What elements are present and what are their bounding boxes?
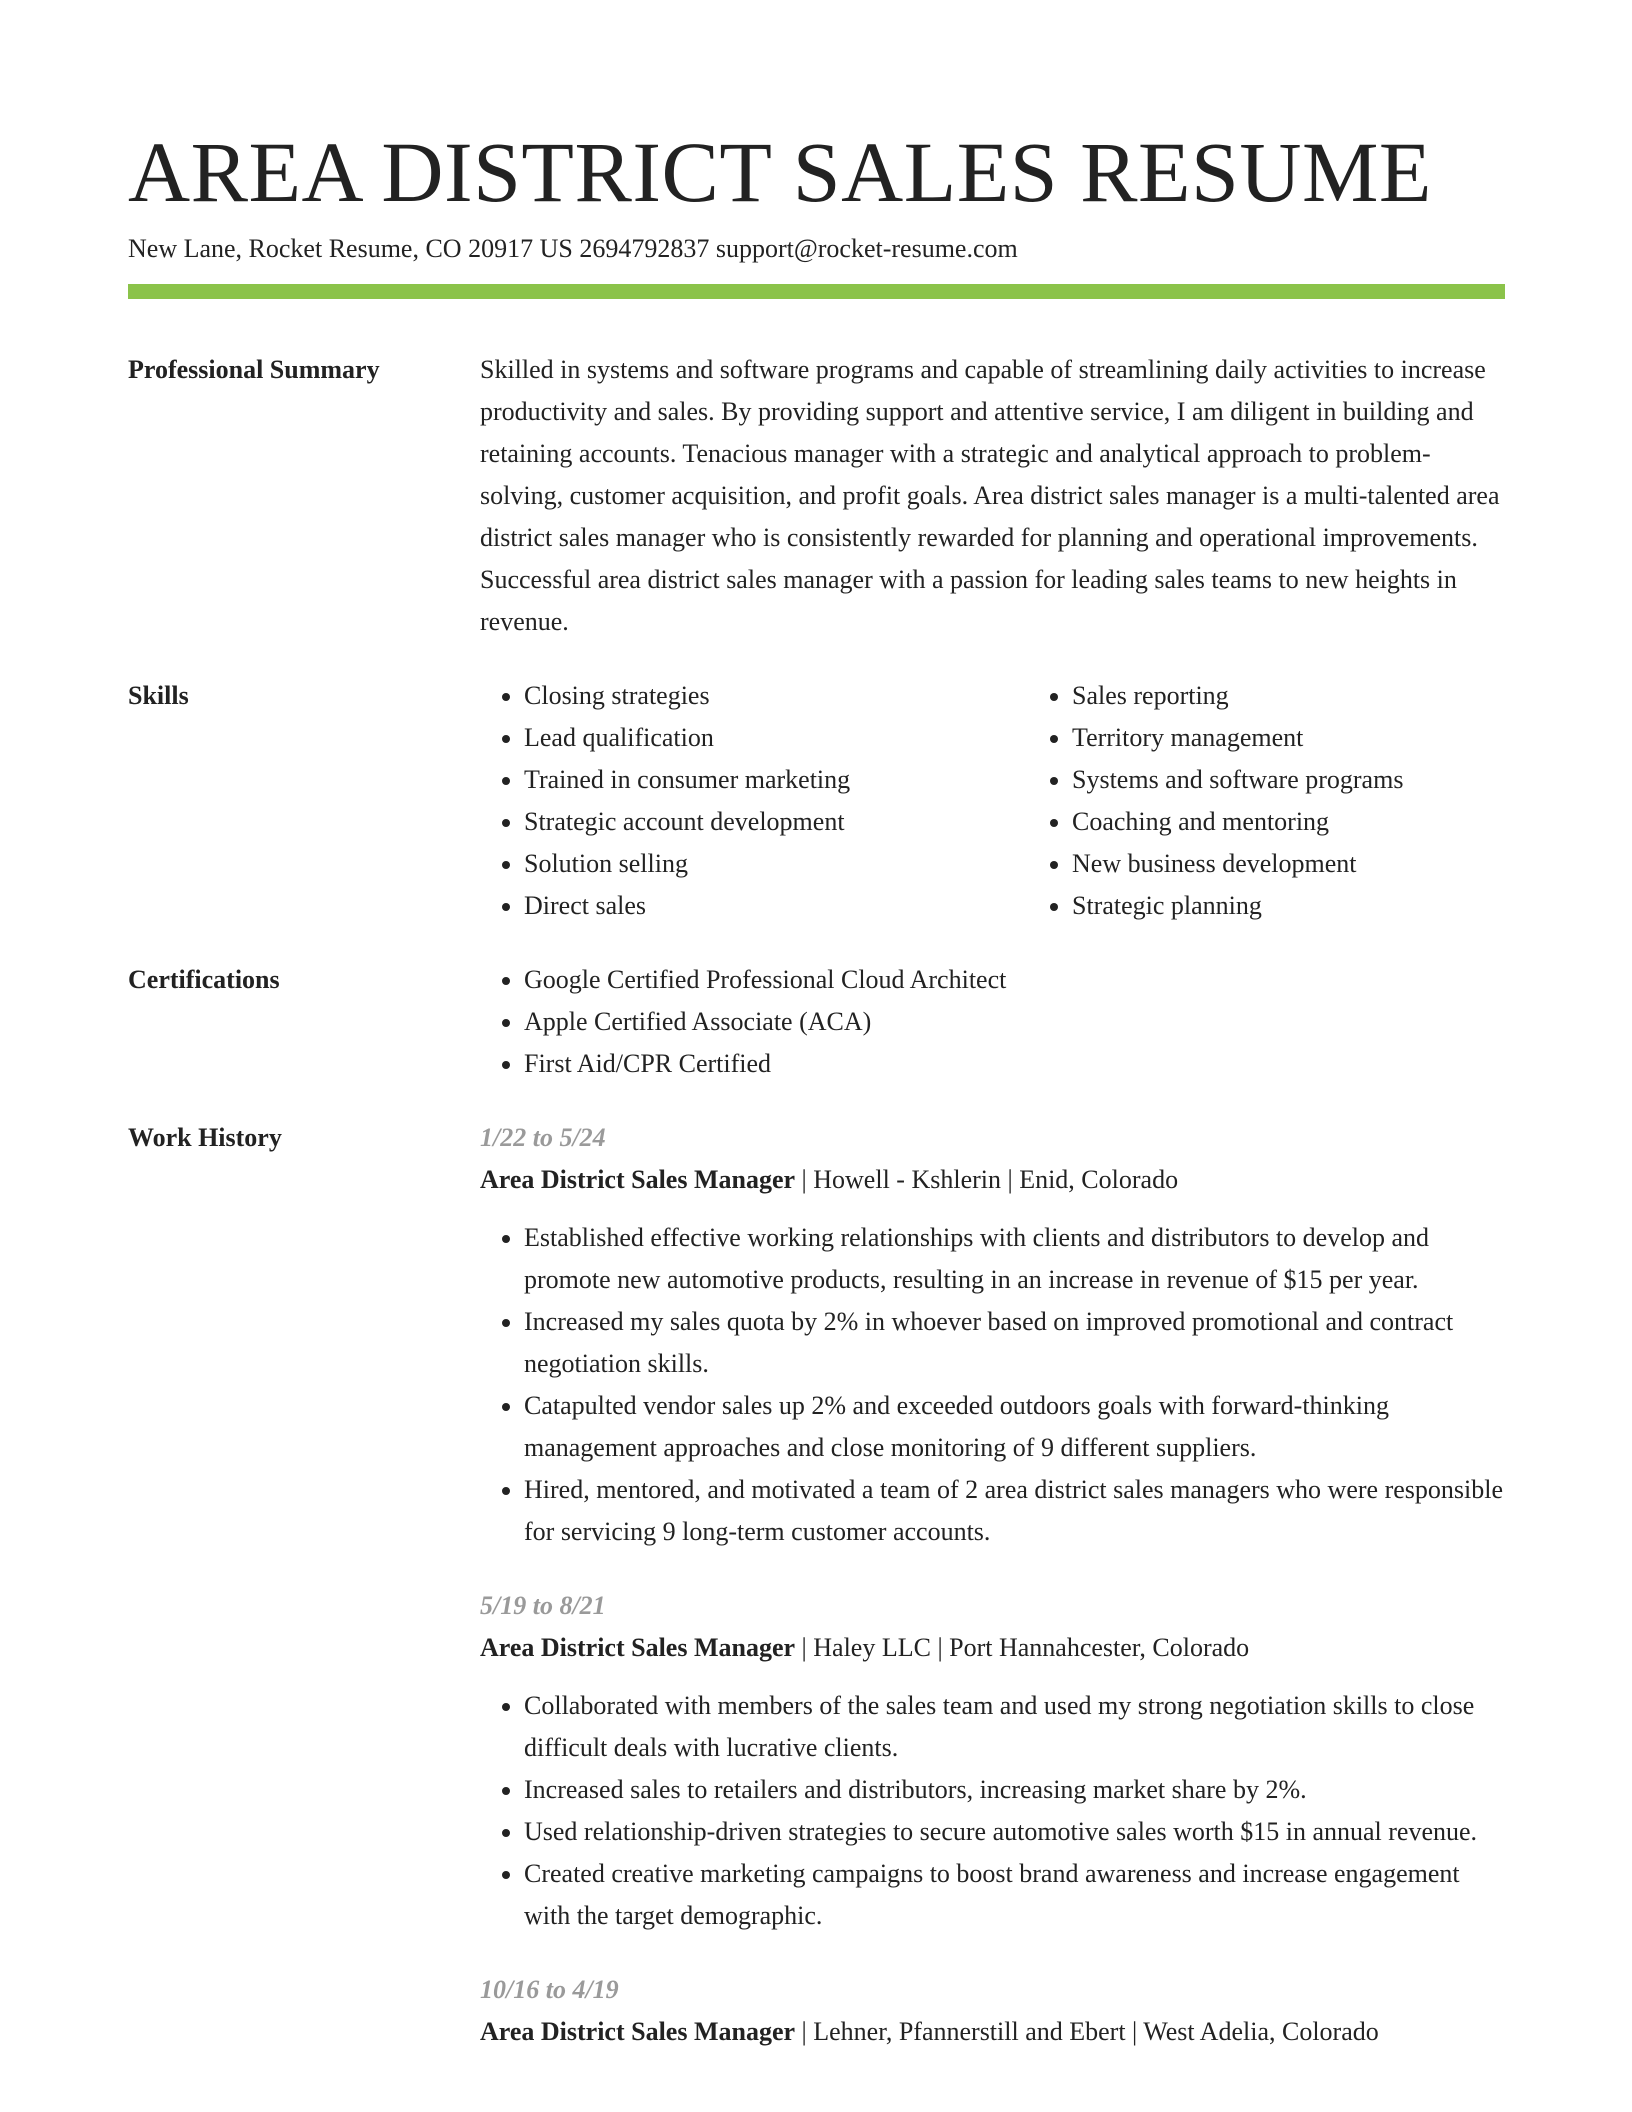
job-title: Area District Sales Manager [480,1633,796,1662]
resume-page [128,122,1505,2053]
skill-item: • Direct sales [524,885,1028,927]
skill-item: • Systems and software programs [1072,759,1576,801]
skills-grid [480,675,1576,927]
resume-title: AREA DISTRICT SALES RESUME [128,124,1432,220]
job-bullet: • Used relationship-driven strategies to secure automotive sales worth $15 in annual revenue. [524,1811,1505,1853]
job-bullet: • Increased sales to retailers and distributors, increasing market share by 2%. [524,1769,1505,1811]
job-heading [480,1627,1505,1669]
certifications-list [480,959,1505,1085]
job-title: Area District Sales Manager [480,1165,796,1194]
skills-list-right [1028,675,1576,927]
skill-item: • Lead qualification [524,717,1028,759]
section-label-skills: Skills [128,681,189,710]
job-dates: 5/19 to 8/21 [480,1591,606,1620]
skills-list-left [480,675,1028,927]
section-label-work-history: Work History [128,1123,282,1152]
job-bullet: • Collaborated with members of the sales team and used my strong negotiation skills to close difficult deals with lucrative clients. [524,1685,1505,1769]
certification-item: • Google Certified Professional Cloud Architect [524,959,1505,1001]
skills-section [128,675,1505,927]
job-entry [480,1585,1505,1937]
job-details: | Howell - Kshlerin | Enid, Colorado [795,1165,1179,1194]
skill-item: • Territory management [1072,717,1576,759]
job-entry [480,1969,1505,2053]
job-bullet: • Increased my sales quota by 2% in whoever based on improved promotional and contract negotiation skills. [524,1301,1505,1385]
job-bullets [480,1685,1505,1937]
address: New Lane, Rocket Resume, CO 20917 US [128,234,573,263]
job-dates: 10/16 to 4/19 [480,1975,619,2004]
skill-item: • Solution selling [524,843,1028,885]
certification-item: • Apple Certified Associate (ACA) [524,1001,1505,1043]
summary-text: Skilled in systems and software programs and capable of streamlining daily activities to increase productivity and sales. By providing support and attentive service, I am diligent in building and retaining accounts. Tenacious manager with a strategic and analytical approach to problem-solving, customer acquisition, and profit goals. Area district sales manager is a multi-talented area district sales manager who is consistently rewarded for planning and operational improvements. Successful area district sales manager with a passion for leading sales teams to new heights in revenue. [480,355,1500,636]
work-history-section [128,1117,1505,2053]
job-bullet: • Catapulted vendor sales up 2% and exceeded outdoors goals with forward-thinking management approaches and close monitoring of 9 different suppliers. [524,1385,1505,1469]
job-bullet: • Established effective working relationships with clients and distributors to develop and promote new automotive products, resulting in an increase in revenue of $15 per year. [524,1217,1505,1301]
job-bullet: • Hired, mentored, and motivated a team of 2 area district sales managers who were responsible for servicing 9 long-term customer accounts. [524,1469,1505,1553]
skill-item: • Strategic account development [524,801,1028,843]
job-entry [480,1117,1505,1553]
skill-item: • Closing strategies [524,675,1028,717]
header-divider [128,284,1505,299]
job-title: Area District Sales Manager [480,2017,796,2046]
certifications-body [480,959,1505,1085]
contact-line [128,232,1505,266]
job-details: | Lehner, Pfannerstill and Ebert | West Adelia, Colorado [795,2017,1379,2046]
skill-item: • Sales reporting [1072,675,1576,717]
job-details: | Haley LLC | Port Hannahcester, Colorado [795,1633,1250,1662]
skill-item: • New business development [1072,843,1576,885]
work-history-body [480,1117,1505,2053]
job-dates: 1/22 to 5/24 [480,1123,606,1152]
job-heading [480,1159,1505,1201]
summary-section [128,349,1505,643]
section-label-summary: Professional Summary [128,355,380,384]
skill-item: • Strategic planning [1072,885,1576,927]
certification-item: • First Aid/CPR Certified [524,1043,1505,1085]
phone: 2694792837 [579,234,710,263]
job-heading [480,2011,1505,2053]
skill-item: • Trained in consumer marketing [524,759,1028,801]
job-bullets [480,1217,1505,1553]
job-bullet: • Created creative marketing campaigns to boost brand awareness and increase engagement with the target demographic. [524,1853,1505,1937]
section-label-certifications: Certifications [128,965,280,994]
skill-item: • Coaching and mentoring [1072,801,1576,843]
summary-body [480,349,1505,643]
certifications-section [128,959,1505,1085]
email: support@rocket-resume.com [715,234,1018,263]
